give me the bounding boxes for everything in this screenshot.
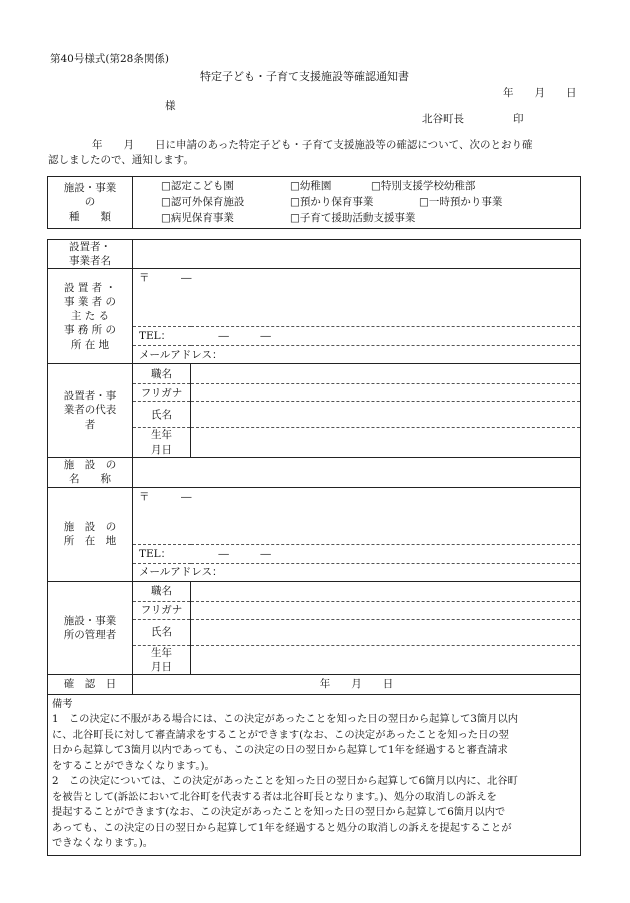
operator-tel-field[interactable]: TEL： ― ― [133,327,581,346]
mgr-furigana-field[interactable] [191,601,581,619]
facility-type-label: 施設・事業 の 種 類 [48,177,133,229]
rep-name-field[interactable] [191,402,581,428]
facility-tel-field[interactable]: TEL： ― ― [133,544,581,563]
confirm-date-field[interactable]: 年 月 日 [133,675,581,695]
notes-heading: 備考 [52,698,73,711]
rep-title-field[interactable] [191,364,581,384]
form-number: 第40号様式(第28条関係) [50,53,169,65]
intro-text-line2: 認しましたので、通知します。 [48,154,194,166]
mgr-birth-label: 生年 月日 [133,645,191,674]
date-line: 年 月 日 [503,87,577,99]
facility-email-field[interactable]: メールアドレス： [133,563,581,581]
facility-name-label: 施 設 の 名 称 [48,457,133,487]
facility-type-options [133,177,581,229]
note-2-line: 提起することができます(なお、この決定があったことを知った日の翌日から起算して6箇月以内で [52,806,506,819]
checkbox-custodial-care[interactable]: □預かり保育事業 [290,196,374,208]
issuer: 北谷町長 [422,113,464,125]
checkbox-sick-child-care[interactable]: □病児保育事業 [161,212,234,224]
note-1-line: 日から起算して3箇月以内であっても、この決定の日の翌日から起算して1年を経過すると審査請求 [52,744,508,757]
note-1-line: をすることができなくなります。)。 [52,759,215,772]
note-1-line: 1 この決定に不服がある場合には、この決定があったことを知った日の翌日から起算して3箇月以内 [52,713,519,726]
mgr-birth-field[interactable] [191,645,581,674]
operator-name-field[interactable] [133,240,581,269]
rep-furigana-field[interactable] [191,384,581,402]
rep-furigana-label: フリガナ [133,384,191,402]
operator-office-label: 設 置 者 ・ 事 業 者 の 主 た る 事 務 所 の 所 在 地 [48,269,133,364]
note-2-line: を被告として(訴訟において北谷町を代表する者は北谷町長となります。)、処分の取消しの訴えを [52,790,497,803]
note-2-line: あっても、この決定の日の翌日から起算して1年を経過すると処分の取消しの訴えを提起することが [52,821,512,834]
representative-label: 設置者・事 業者の代表 者 [48,364,133,457]
rep-name-label: 氏名 [133,402,191,428]
facility-type-table [47,176,581,229]
confirm-date-label: 確 認 日 [48,675,133,695]
operator-address-field[interactable] [133,269,581,327]
checkbox-temporary-care[interactable]: □一時預かり事業 [419,196,503,208]
checkbox-family-support[interactable]: □子育て援助活動支援事業 [290,212,416,224]
rep-title-label: 職名 [133,364,191,384]
postal-mark: 〒 ― [139,272,192,285]
note-1-line: に、北谷町長に対して審査請求をすることができます(なお、この決定があったことを知った日の翌 [52,728,509,741]
mgr-title-label: 職名 [133,581,191,601]
checkbox-certified-center[interactable]: □認定こども園 [161,180,234,192]
addressee-suffix: 様 [165,100,176,112]
operator-name-label: 設置者・ 事業者名 [48,240,133,269]
manager-label: 施設・事業 所の管理者 [48,581,133,674]
mgr-name-field[interactable] [191,619,581,645]
document-title: 特定子ども・子育て支援施設等確認通知書 [200,70,409,83]
rep-birth-field[interactable] [191,428,581,457]
facility-address-label: 施 設 の 所 在 地 [48,487,133,581]
mgr-furigana-label: フリガナ [133,601,191,619]
mgr-name-label: 氏名 [133,619,191,645]
note-2-line: できなくなります。)。 [52,836,154,849]
checkbox-kindergarten[interactable]: □幼稚園 [290,180,332,192]
note-2-line: 2 この決定については、この決定があったことを知った日の翌日から起算して6箇月以内に、北谷町 [52,775,518,788]
notes-section [48,695,581,856]
checkbox-special-kindergarten[interactable]: □特別支援学校幼稚部 [371,180,476,192]
operator-email-field[interactable]: メールアドレス： [133,346,581,364]
facility-address-field[interactable] [133,487,581,544]
seal-mark: 印 [513,113,524,125]
intro-text-line1: 年 月 日に申請のあった特定子ども・子育て支援施設等の確認について、次のとおり確 [92,139,533,151]
facility-name-field[interactable] [133,457,581,487]
postal-mark: 〒 ― [139,490,192,503]
checkbox-unlicensed-nursery[interactable]: □認可外保育施設 [161,196,245,208]
main-form-table [47,239,581,856]
rep-birth-label: 生年 月日 [133,428,191,457]
mgr-title-field[interactable] [191,581,581,601]
